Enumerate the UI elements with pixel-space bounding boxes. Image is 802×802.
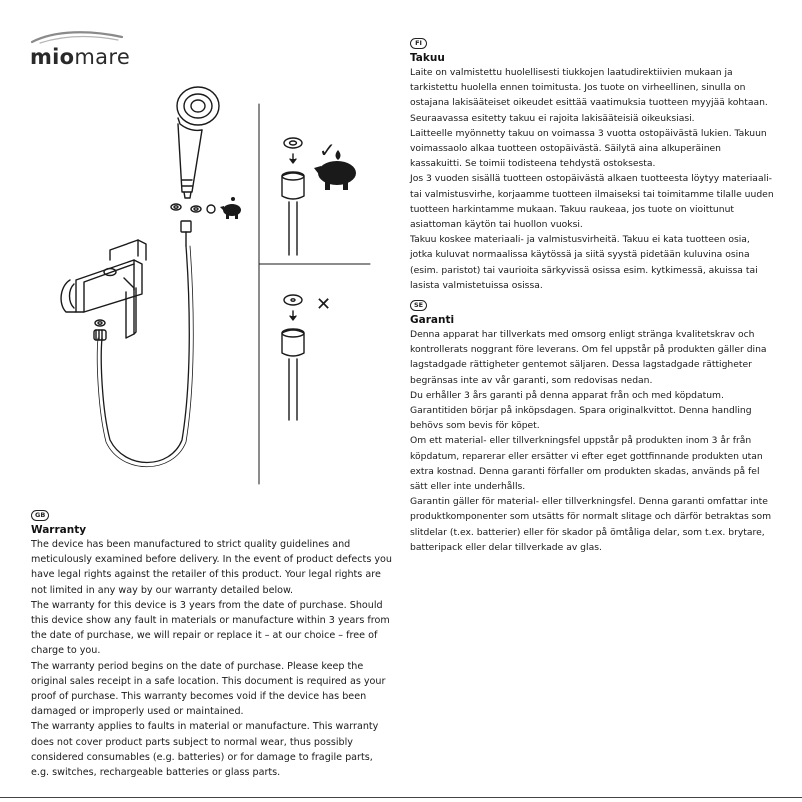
warranty-section-gb bbox=[31, 502, 393, 780]
page-bottom-rule bbox=[0, 797, 802, 798]
paragraph: Laite on valmistettu huolellisesti tiukkojen laatudirektiivien mukaan ja tarkistettu huolella ennen toimitusta. Jos tuote on virheellinen, sinulla on ostajana lakisääteiset oikeudet esittää vaatimuksia tuotteen myyjää kohtaan. Seuraavassa esitetty takuu ei rajoita lakisääteisiä oikeuksiasi. bbox=[410, 67, 768, 124]
logo-prefix: mio bbox=[30, 45, 75, 69]
washers-icon bbox=[171, 204, 215, 213]
brand-logo bbox=[30, 28, 140, 72]
piggy-bank-small-icon bbox=[220, 197, 241, 219]
paragraph: The warranty applies to faults in material or manufacture. This warranty does not cover product parts subject to normal wear, thus possibly considered consumables (e.g. batteries) or for damage to fragile parts, e.g. switches, rechargeable batteries or glass parts. bbox=[31, 721, 379, 779]
section-heading-se: Garanti bbox=[410, 314, 455, 326]
paragraph: The device has been manufactured to strict quality guidelines and meticulously examined before delivery. In the event of product defects you have legal rights against the retailer of this product. Your legal rights are not limited in any way by our warranty detailed below. bbox=[31, 539, 392, 596]
language-badge-fi: FI bbox=[410, 38, 427, 49]
paragraph: Jos 3 vuoden sisällä tuotteen ostopäivästä alkaen tuotteesta löytyy materiaali- tai valmistusvirhe, korjaamme tuotteen ilmaiseksi tai toimitamme tilalle uuden tuotteen harkintamme mukaan. Takuu raukeaa, jos tuote on vioittunut asiattoman käytön tai huollon vuoksi. bbox=[410, 173, 774, 231]
shower-head-icon bbox=[177, 87, 219, 198]
warranty-section-se bbox=[410, 292, 774, 555]
shower-installation-illustration bbox=[30, 80, 380, 490]
section-heading-fi: Takuu bbox=[410, 52, 445, 64]
paragraph: Takuu koskee materiaali- ja valmistusvirheitä. Takuu ei kata tuotteen osia, jotka kuluvat normaalissa käytössä ja siitä syystä pidetään kuluvina osina (esim. paristot) tai vaurioita särkyvissä osissa esim. kytkimessä, akuissa tai lasista valmistetuissa osissa. bbox=[410, 234, 758, 291]
paragraph: Du erhåller 3 års garanti på denna apparat från och med köpdatum. Garantitiden börjar på inköpsdagen. Spara originalkvittot. Denna handling behövs som bevis för köpet. bbox=[410, 389, 752, 432]
hose-nut-icon bbox=[94, 330, 106, 340]
paragraph: The warranty for this device is 3 years from the date of purchase. Should this device show any fault in materials or manufacture within 3 years from the date of purchase, we will repair or replace it – at our choice – free of charge to you. bbox=[31, 599, 390, 657]
logo-wordmark bbox=[30, 44, 130, 70]
paragraph: The warranty period begins on the date of purchase. Please keep the original sales receipt in a safe location. This document is required as your proof of purchase. This warranty becomes void if the device has been damaged or improperly used or maintained. bbox=[31, 660, 386, 718]
paragraph: Denna apparat har tillverkats med omsorg enligt stränga kvalitetskrav och kontrollerats noggrant före leverans. Om fel uppstår på produkten gäller dina lagstadgade rättigheter gentemot säljaren. Dessa lagstadgade rättigheter begränsas inte av vår garanti, som redovisas nedan. bbox=[410, 329, 767, 386]
hose-connector-icon bbox=[181, 221, 191, 246]
warranty-section-fi bbox=[410, 30, 774, 293]
section-heading-gb: Warranty bbox=[31, 524, 87, 536]
paragraph: Laitteelle myönnetty takuu on voimassa 3 vuotta ostopäivästä lukien. Takuun voimassaolo alkaa tuotteen ostopäivästä. Säilytä aina alkuperäinen kassakuitti. Se toimii todisteena tehdystä ostoksesta. bbox=[410, 127, 767, 170]
wrong-assembly-icon bbox=[282, 295, 304, 420]
shower-hose bbox=[101, 246, 189, 463]
mixer-tap-icon bbox=[61, 240, 146, 338]
cross-icon: ✕ bbox=[316, 294, 332, 315]
language-badge-gb: GB bbox=[31, 510, 49, 521]
checkmark-icon: ✓ bbox=[319, 138, 336, 162]
paragraph: Om ett material- eller tillverkningsfel uppstår på produkten inom 3 år från köpdatum, reparerar eller ersätter vi efter eget gottfinnande produkten utan extra kostnad. Denna garanti förfaller om produkten skadas, används på fel sätt eller inte underhålls. bbox=[410, 435, 763, 493]
mixer-washer-icon bbox=[95, 320, 105, 326]
logo-suffix: mare bbox=[74, 45, 131, 69]
correct-assembly-icon bbox=[282, 138, 304, 255]
language-badge-se: SE bbox=[410, 300, 427, 311]
paragraph: Garantin gäller för material- eller tillverkningsfel. Denna garanti omfattar inte produktkomponenter som utsätts för normalt slitage och därför betraktas som slitdelar (t.ex. batterier) eller för skador på ömtåliga delar, som t.ex. brytare, batteripack eller delar tillverkade av glas. bbox=[410, 496, 772, 553]
